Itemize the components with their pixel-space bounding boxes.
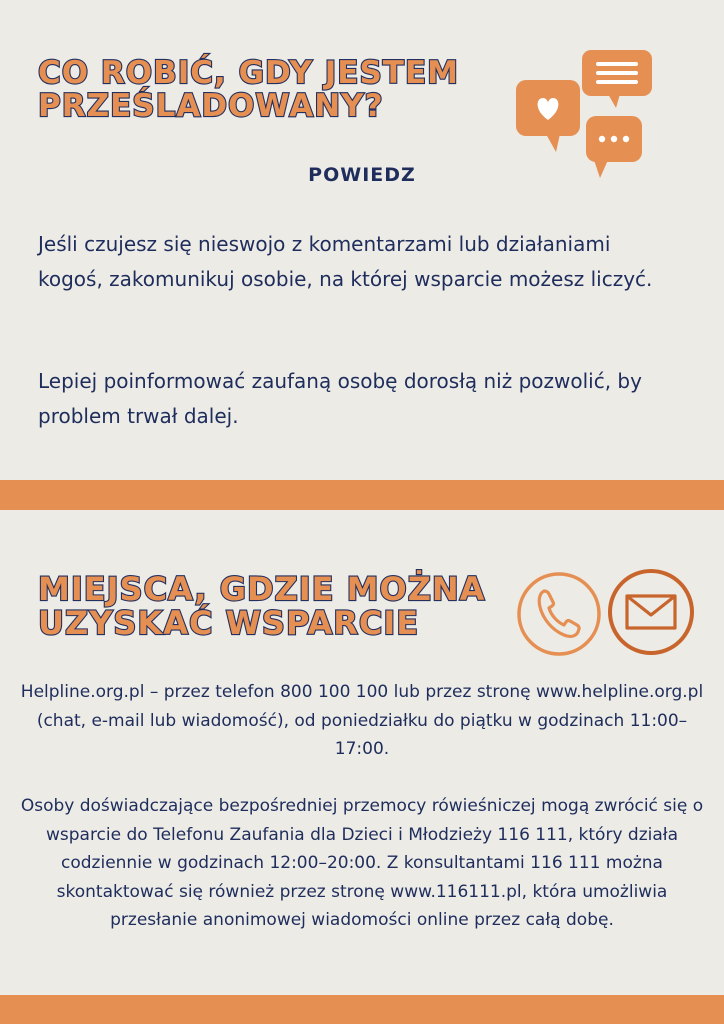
phone-icon: [516, 571, 602, 657]
telefon-zaufania-info: Osoby doświadczające bezpośredniej przemocy rówieśniczej mogą zwrócić się o wsparcie do Telefonu Zaufania dla Dzieci i Młodzieży 116 111, który działa codziennie w godzinach 12:00–20:00. Z konsultantami 116 111 można skontaktować się również przez stronę www.116111.pl, która umożliwia przesłanie anonimowej wiadomości online przez całą dobę.: [20, 796, 704, 930]
helpline-info: Helpline.org.pl – przez telefon 800 100 100 lub przez stronę www.helpline.org.pl (chat, e-mail lub wiadomość), od poniedziałku do piątku w godzinach 11:00–17:00.: [20, 682, 704, 759]
divider-band: [0, 480, 724, 510]
section1-title-line1: CO ROBIĆ, GDY JESTEM: [38, 55, 459, 91]
section2-title: [38, 570, 486, 642]
section1-title: [38, 55, 459, 124]
subheading-powiedz: POWIEDZ: [308, 164, 416, 186]
section2-title-line2: UZYSKAĆ WSPARCIE: [38, 604, 420, 642]
section1-paragraph1: Jeśli czujesz się nieswojo z komentarzami lub działaniami kogoś, zakomunikuj osobie, na której wsparcie możesz liczyć.: [38, 232, 653, 291]
section2-title-line1: MIEJSCA, GDZIE MOŻNA: [38, 570, 486, 608]
envelope-icon: [607, 568, 695, 656]
section1-paragraph2: Lepiej poinformować zaufaną osobę dorosłą niż pozwolić, by problem trwał dalej.: [38, 369, 642, 428]
bottom-band: [0, 995, 724, 1024]
section1-title-line2: PRZEŚLADOWANY?: [38, 88, 384, 124]
